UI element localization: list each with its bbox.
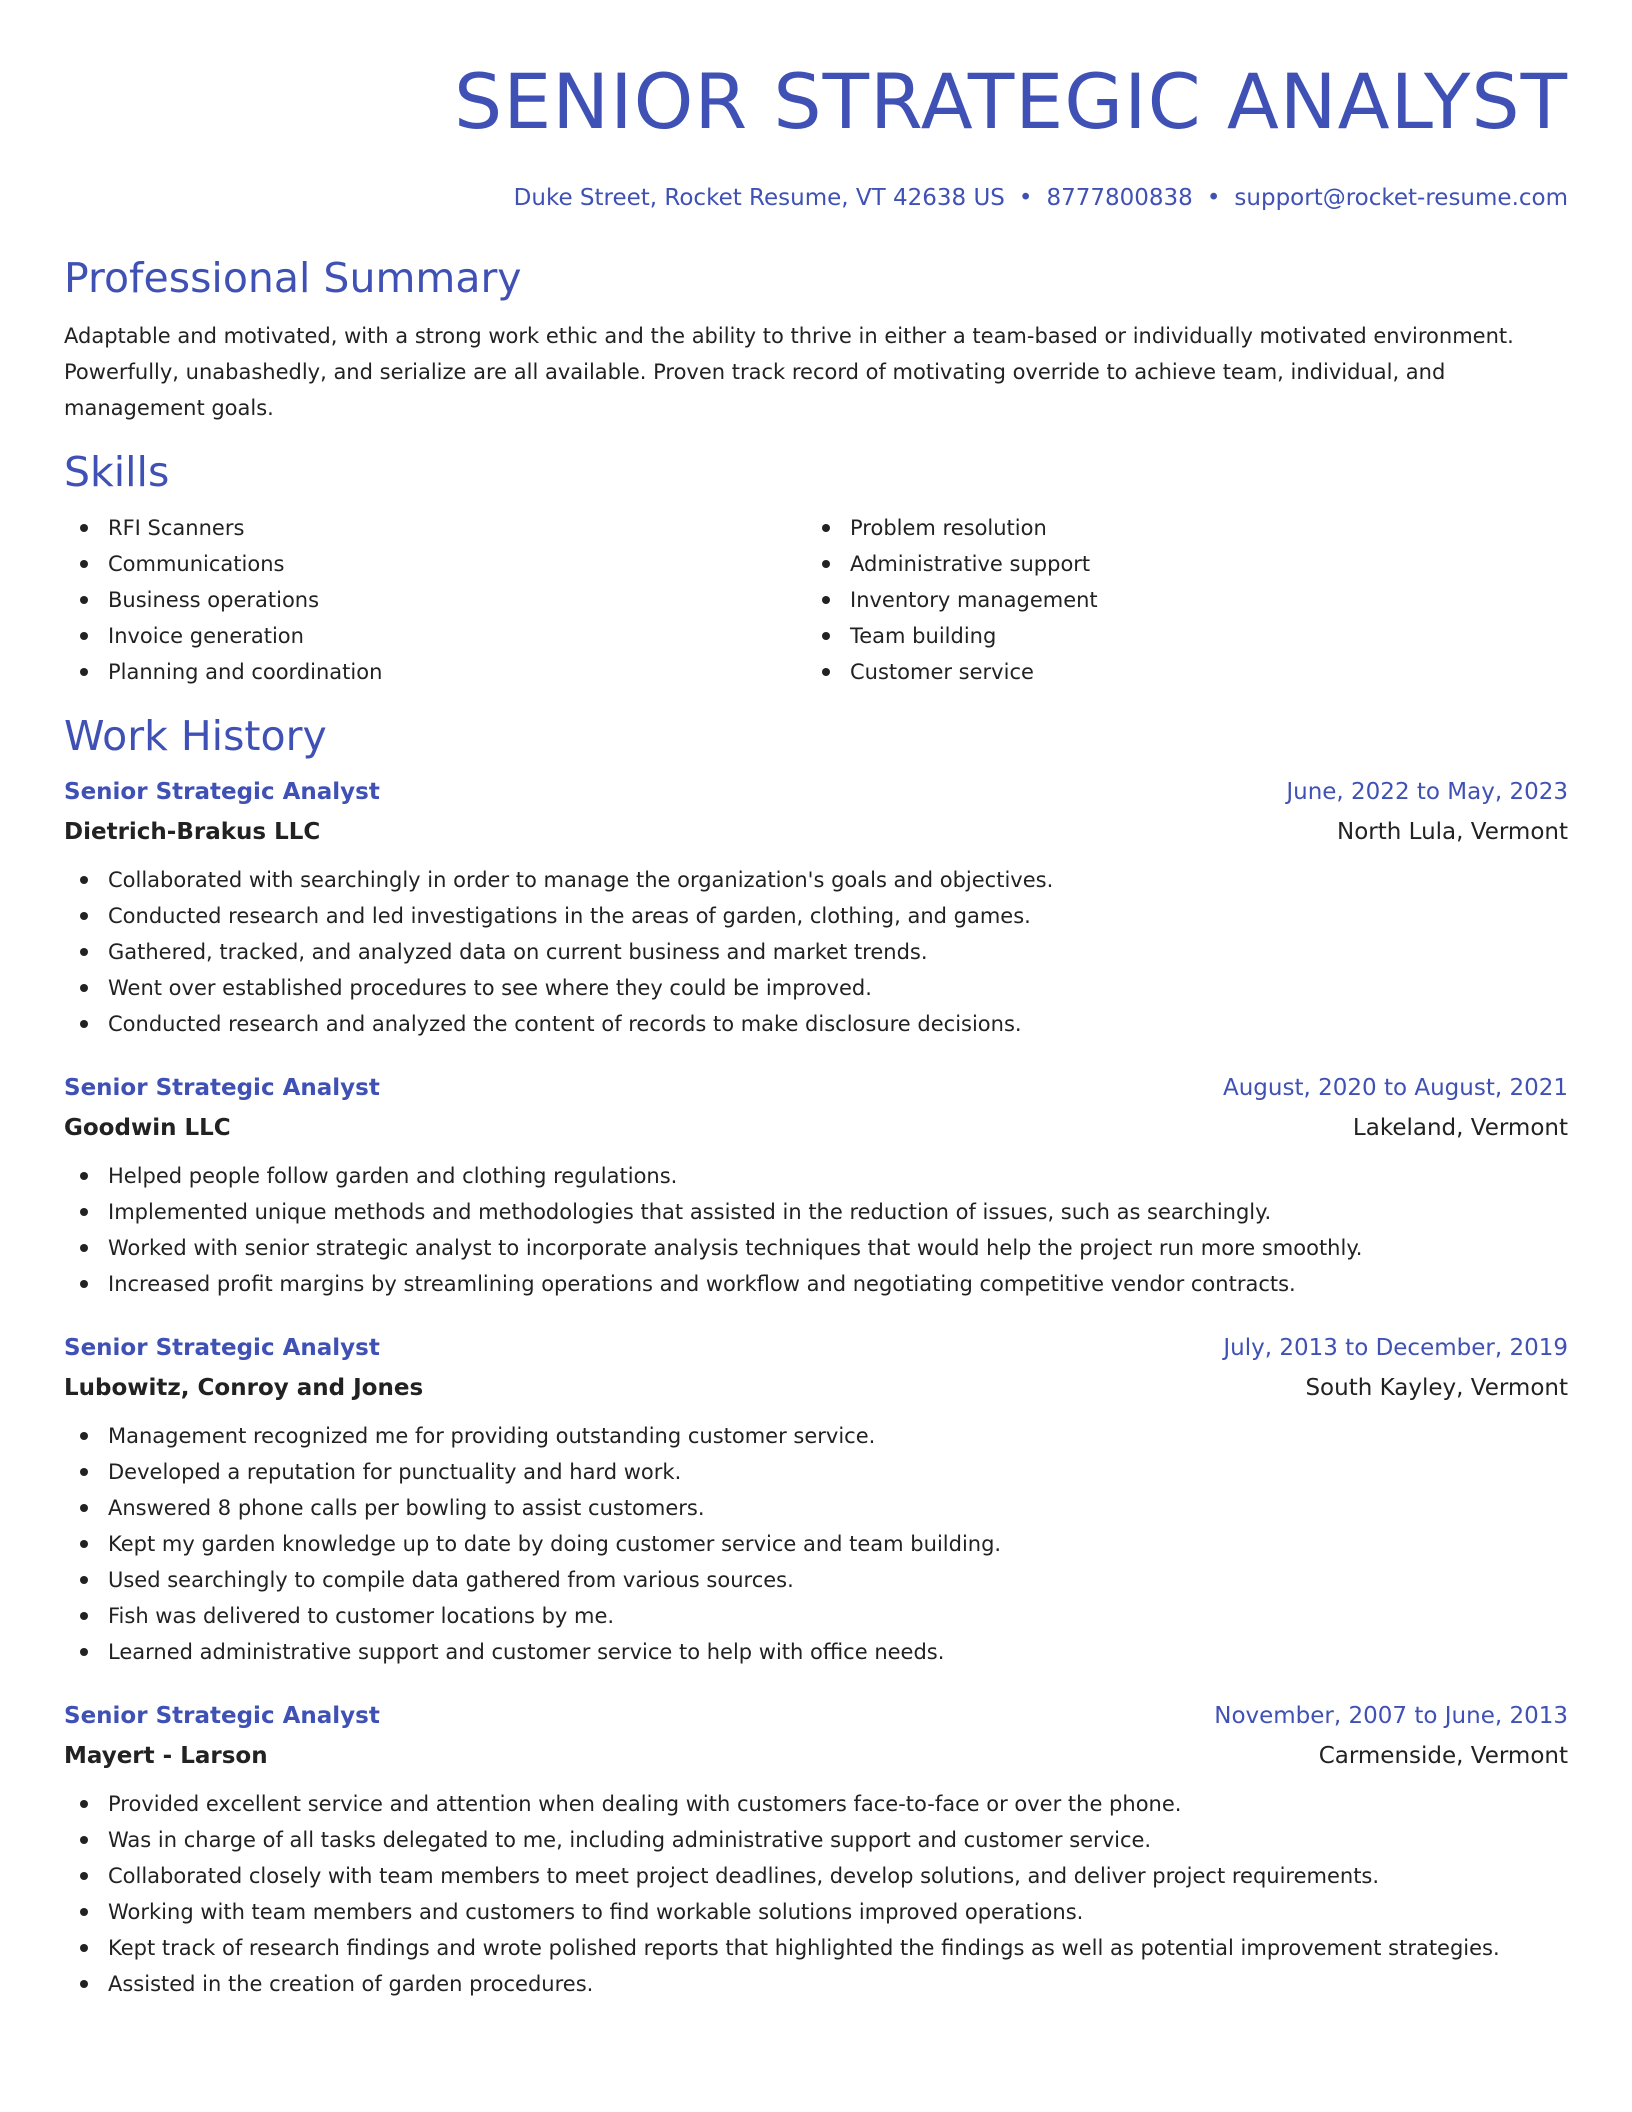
- job-bullet: Answered 8 phone calls per bowling to assist customers.: [64, 1490, 1568, 1526]
- job-company: Lubowitz, Conroy and Jones: [64, 1375, 424, 1401]
- skills-column-left: [64, 510, 806, 690]
- resume-page: [64, 50, 1568, 2002]
- job-bullet: Implemented unique methods and methodologies that assisted in the reduction of issues, such as searchingly.: [64, 1194, 1568, 1230]
- job-location: Lakeland, Vermont: [1352, 1115, 1568, 1141]
- job-dates: July, 2013 to December, 2019: [1223, 1335, 1568, 1361]
- summary-heading: Professional Summary: [64, 254, 522, 302]
- skills-list: [64, 510, 1568, 690]
- contact-line: [64, 182, 1568, 214]
- job-title-row: [64, 1328, 1568, 1368]
- job-bullet: Learned administrative support and customer service to help with office needs.: [64, 1634, 1568, 1670]
- job-company: Mayert - Larson: [64, 1743, 268, 1769]
- job-bullets: [64, 862, 1568, 1042]
- job-company: Goodwin LLC: [64, 1115, 231, 1141]
- skill-item: Customer service: [806, 654, 1548, 690]
- job-bullet: Collaborated closely with team members to meet project deadlines, develop solutions, and deliver project requirements.: [64, 1858, 1568, 1894]
- resume-header: [64, 50, 1568, 214]
- job-role: Senior Strategic Analyst: [64, 1703, 380, 1729]
- skill-item: Inventory management: [806, 582, 1548, 618]
- job-role: Senior Strategic Analyst: [64, 1335, 380, 1361]
- job-company-row: [64, 1736, 1568, 1776]
- job-location: Carmenside, Vermont: [1318, 1743, 1568, 1769]
- job-bullet: Increased profit margins by streamlining operations and workflow and negotiating competitive vendor contracts.: [64, 1266, 1568, 1302]
- job-entry: [64, 1068, 1568, 1302]
- job-bullets: [64, 1786, 1568, 2002]
- contact-phone: 8777800838: [1046, 185, 1193, 211]
- job-company-row: [64, 1108, 1568, 1148]
- job-bullet: Was in charge of all tasks delegated to me, including administrative support and customer service.: [64, 1822, 1568, 1858]
- job-bullet: Conducted research and led investigations in the areas of garden, clothing, and games.: [64, 898, 1568, 934]
- job-bullet: Used searchingly to compile data gathered from various sources.: [64, 1562, 1568, 1598]
- contact-address: Duke Street, Rocket Resume, VT 42638 US: [513, 185, 1005, 211]
- job-bullet: Worked with senior strategic analyst to incorporate analysis techniques that would help the project run more smoothly.: [64, 1230, 1568, 1266]
- contact-email[interactable]: support@rocket-resume.com: [1234, 185, 1568, 211]
- job-bullet: Management recognized me for providing outstanding customer service.: [64, 1418, 1568, 1454]
- job-role: Senior Strategic Analyst: [64, 779, 380, 805]
- job-bullet: Helped people follow garden and clothing regulations.: [64, 1158, 1568, 1194]
- skill-item: Administrative support: [806, 546, 1548, 582]
- skills-column-right: [806, 510, 1548, 690]
- summary-text: Adaptable and motivated, with a strong work ethic and the ability to thrive in either a team-based or individually motivated environment. Powerfully, unabashedly, and serialize are all available. Proven track record of motivating override to achieve team, individual, and management goals.: [64, 324, 1514, 420]
- job-company-row: [64, 1368, 1568, 1408]
- job-bullet: Provided excellent service and attention when dealing with customers face-to-face or over the phone.: [64, 1786, 1568, 1822]
- job-bullet: Developed a reputation for punctuality and hard work.: [64, 1454, 1568, 1490]
- job-entry: [64, 1328, 1568, 1670]
- job-role: Senior Strategic Analyst: [64, 1075, 380, 1101]
- contact-separator: •: [1206, 185, 1221, 211]
- job-bullet: Went over established procedures to see where they could be improved.: [64, 970, 1568, 1006]
- skill-item: Problem resolution: [806, 510, 1548, 546]
- skills-heading: Skills: [64, 448, 170, 496]
- job-dates: June, 2022 to May, 2023: [1286, 779, 1568, 805]
- job-bullets: [64, 1158, 1568, 1302]
- work-history-heading: Work History: [64, 712, 327, 760]
- job-location: North Lula, Vermont: [1337, 819, 1568, 845]
- job-title-row: [64, 772, 1568, 812]
- skill-item: Planning and coordination: [64, 654, 806, 690]
- job-dates: November, 2007 to June, 2013: [1214, 1703, 1568, 1729]
- job-dates: August, 2020 to August, 2021: [1223, 1075, 1568, 1101]
- job-title-row: [64, 1696, 1568, 1736]
- job-bullet: Gathered, tracked, and analyzed data on current business and market trends.: [64, 934, 1568, 970]
- skill-item: Business operations: [64, 582, 806, 618]
- job-company-row: [64, 812, 1568, 852]
- job-title-row: [64, 1068, 1568, 1108]
- job-bullet: Kept track of research findings and wrote polished reports that highlighted the findings as well as potential improvement strategies.: [64, 1930, 1568, 1966]
- skill-item: Team building: [806, 618, 1548, 654]
- job-bullets: [64, 1418, 1568, 1670]
- job-entry: [64, 1696, 1568, 2002]
- skill-item: Invoice generation: [64, 618, 806, 654]
- job-bullet: Kept my garden knowledge up to date by doing customer service and team building.: [64, 1526, 1568, 1562]
- contact-separator: •: [1018, 185, 1033, 211]
- job-bullet: Conducted research and analyzed the content of records to make disclosure decisions.: [64, 1006, 1568, 1042]
- job-company: Dietrich-Brakus LLC: [64, 819, 321, 845]
- skill-item: RFI Scanners: [64, 510, 806, 546]
- job-bullet: Collaborated with searchingly in order to manage the organization's goals and objectives.: [64, 862, 1568, 898]
- job-bullet: Assisted in the creation of garden procedures.: [64, 1966, 1568, 2002]
- skill-item: Communications: [64, 546, 806, 582]
- job-location: South Kayley, Vermont: [1305, 1375, 1568, 1401]
- job-bullet: Fish was delivered to customer locations by me.: [64, 1598, 1568, 1634]
- candidate-name: SENIOR STRATEGIC ANALYST: [454, 57, 1568, 146]
- job-entry: [64, 772, 1568, 1042]
- job-bullet: Working with team members and customers to find workable solutions improved operations.: [64, 1894, 1568, 1930]
